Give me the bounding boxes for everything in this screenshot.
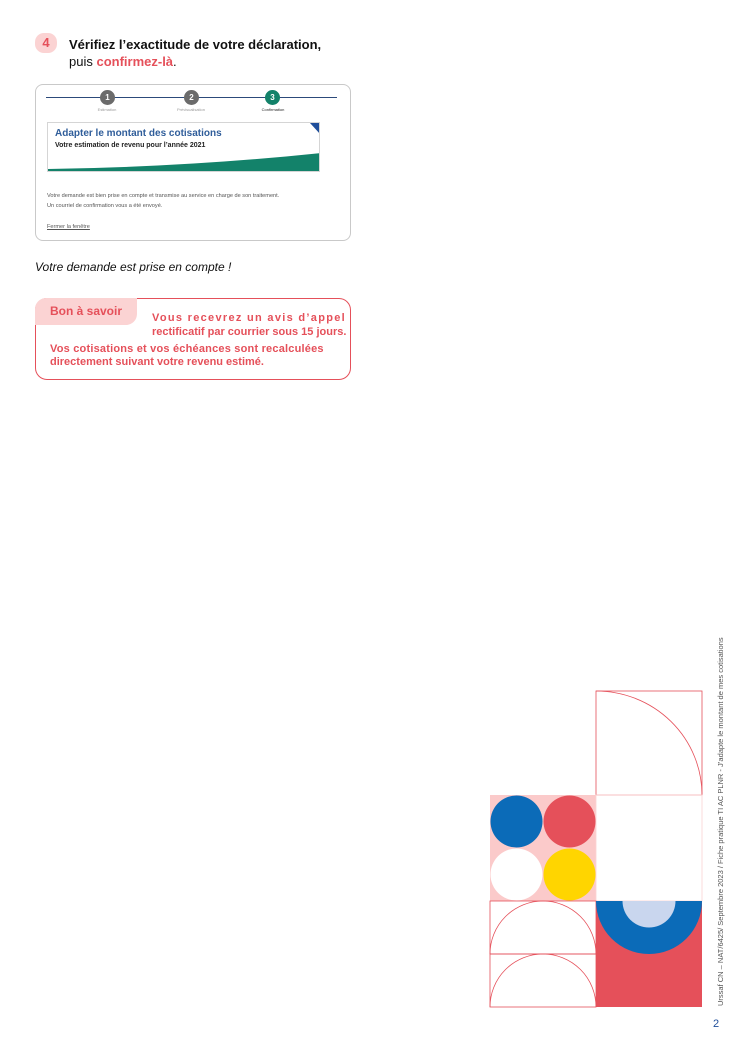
deco-empty-cell <box>596 795 702 901</box>
geometric-decoration <box>488 690 703 1008</box>
deco-half-arc-top <box>490 901 596 954</box>
step-number-badge: 4 <box>35 33 57 53</box>
banner-title: Adapter le montant des cotisations <box>55 128 222 139</box>
banner <box>47 122 320 172</box>
progress-step-2: 2 <box>184 90 199 105</box>
info-tab: Bon à savoir <box>35 298 137 325</box>
deco-cell-outline <box>596 691 702 795</box>
deco-white-circle <box>491 849 543 901</box>
step-title: Vérifiez l’exactitude de votre déclaration, <box>69 37 322 52</box>
deco-half-arc-bottom <box>490 954 596 1007</box>
progress-step-1-label: Estimation <box>97 107 117 112</box>
deco-half-cell-top <box>490 901 596 954</box>
info-line-3: Vos cotisations et vos échéances sont recalculées <box>50 343 324 355</box>
confirmation-email-message: Un courriel de confirmation vous a été envoyé. <box>47 203 163 209</box>
deco-blue-circle <box>491 796 543 848</box>
progress-step-1: 1 <box>100 90 115 105</box>
info-box <box>35 298 351 380</box>
deco-half-cell-bottom <box>490 954 596 1007</box>
step-subtitle-accent: confirmez-là <box>96 54 174 69</box>
deco-red-circle <box>544 796 596 848</box>
page-number: 2 <box>713 1018 720 1030</box>
confirmation-message: Votre demande est bien prise en compte et transmise au service en charge de son traitement. <box>47 193 280 199</box>
progress-step-2-label: Prévisualisation <box>176 107 205 112</box>
step-subtitle-prefix: puis <box>69 54 97 69</box>
info-line-1: Vous recevrez un avis d’appel <box>152 312 347 324</box>
info-line-4: directement suivant votre revenu estimé. <box>50 356 264 368</box>
step-subtitle-suffix: . <box>173 54 177 69</box>
progress-step-3: 3 <box>265 90 280 105</box>
deco-yellow-circle <box>544 849 596 901</box>
close-window-link[interactable]: Fermer la fenêtre <box>47 224 90 230</box>
caption: Votre demande est prise en compte ! <box>35 260 232 274</box>
info-line-2: rectificatif par courrier sous 15 jours. <box>152 326 347 338</box>
document-reference: Urssaf CN – NAT/6425/ Septembre 2023 / Fiche pratique TI AC PLNR - J’adapte le montant de mes cotisations <box>716 637 725 1006</box>
banner-subtitle: Votre estimation de revenu pour l’année 2021 <box>55 142 206 149</box>
progress-step-3-label: Confirmation <box>261 107 285 112</box>
deco-quarter-arc <box>596 691 702 795</box>
confirmation-screenshot <box>35 84 351 241</box>
step-subtitle <box>69 54 177 69</box>
